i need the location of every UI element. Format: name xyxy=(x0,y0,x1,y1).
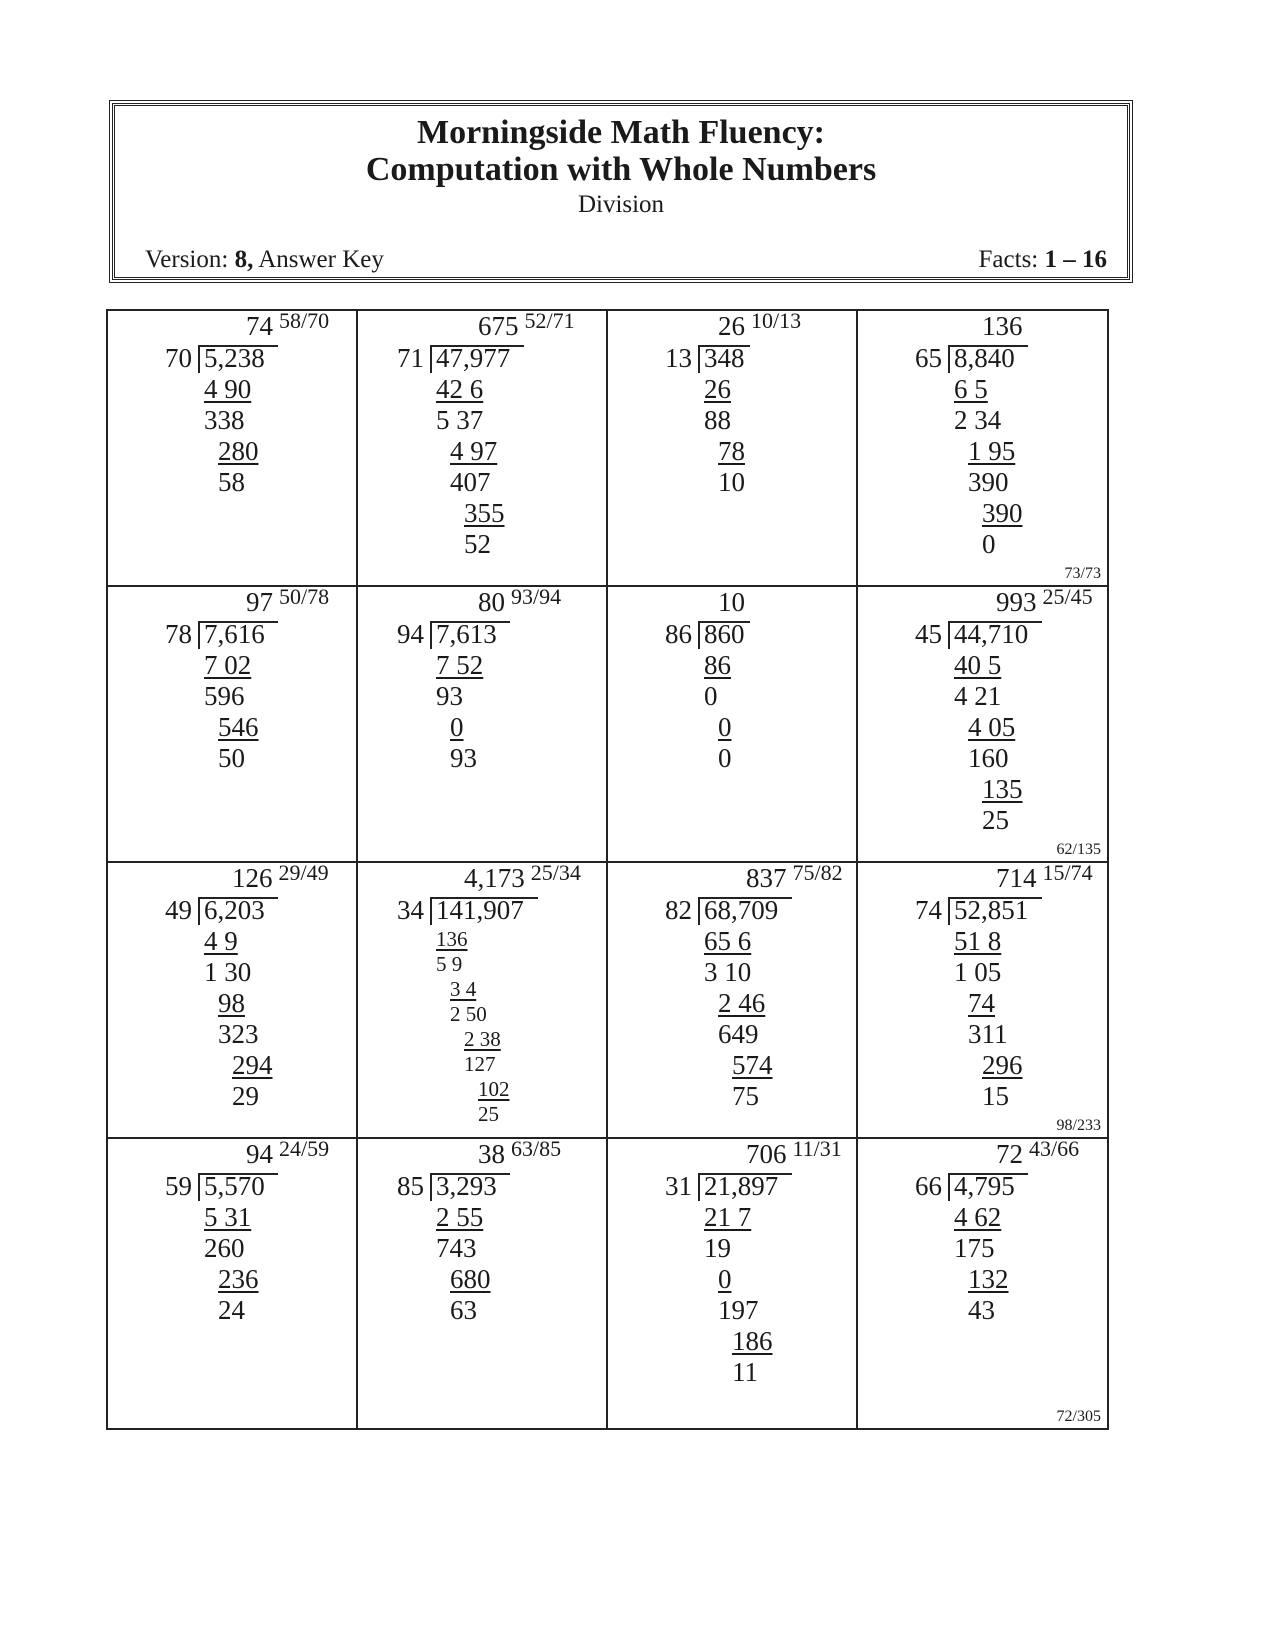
score-tally: 73/73 xyxy=(1064,565,1101,582)
remainder-fraction: 75/82 xyxy=(792,860,843,885)
work-step: 4 97 xyxy=(450,436,498,466)
work-step: 63 xyxy=(450,1295,477,1325)
quotient-value: 4,173 xyxy=(464,863,525,893)
work-step: 0 xyxy=(718,1264,732,1294)
division-bracket xyxy=(698,622,700,649)
work-step: 135 xyxy=(982,774,1023,804)
divisor: 66 xyxy=(915,1171,942,1201)
divisor: 82 xyxy=(665,895,692,925)
problem-cell xyxy=(858,311,1107,587)
work-step: 0 xyxy=(982,529,996,559)
work-step: 3 4 xyxy=(450,977,477,1001)
work-step: 19 xyxy=(704,1233,731,1263)
work-step: 7 52 xyxy=(436,650,484,680)
work-step: 1 05 xyxy=(954,957,1002,987)
divisor: 85 xyxy=(397,1171,424,1201)
quotient xyxy=(246,1136,330,1171)
quotient-value: 706 xyxy=(746,1139,787,1169)
version-info xyxy=(145,246,384,274)
work-step: 25 xyxy=(982,805,1009,835)
work-step: 294 xyxy=(232,1050,273,1080)
work-step: 74 xyxy=(968,988,995,1018)
work-step: 43 xyxy=(968,1295,995,1325)
problem-cell xyxy=(608,860,858,1139)
remainder-fraction: 58/70 xyxy=(279,308,330,333)
work-step: 2 46 xyxy=(718,988,766,1018)
work-step: 7 02 xyxy=(204,650,252,680)
dividend: 7,616 xyxy=(204,619,265,649)
work-step: 6 5 xyxy=(954,374,988,404)
quotient-value: 136 xyxy=(982,311,1023,341)
quotient xyxy=(246,308,330,343)
dividend: 68,709 xyxy=(704,895,779,925)
quotient xyxy=(718,308,802,343)
work-step: 2 50 xyxy=(450,1002,487,1026)
quotient-value: 97 xyxy=(246,587,273,617)
title-line-1: Morningside Math Fluency: xyxy=(417,114,825,151)
dividend: 5,238 xyxy=(204,343,265,373)
quotient-value: 94 xyxy=(246,1139,273,1169)
work-step: 132 xyxy=(968,1264,1009,1294)
quotient-value: 10 xyxy=(718,587,745,617)
division-bracket xyxy=(698,1174,700,1201)
division-bracket xyxy=(948,898,950,925)
work-step: 42 6 xyxy=(436,374,484,404)
work-step: 2 55 xyxy=(436,1202,484,1232)
work-step: 4 21 xyxy=(954,681,1002,711)
division-bracket xyxy=(430,346,432,373)
remainder-fraction: 29/49 xyxy=(278,860,329,885)
problem-cell xyxy=(858,1136,1107,1428)
quotient-value: 675 xyxy=(478,311,519,341)
work-step: 65 6 xyxy=(704,926,752,956)
work-step: 160 xyxy=(968,743,1009,773)
quotient xyxy=(746,1136,842,1171)
work-step: 52 xyxy=(464,529,491,559)
dividend: 5,570 xyxy=(204,1171,265,1201)
work-step: 50 xyxy=(218,743,245,773)
divisor: 13 xyxy=(665,343,692,373)
dividend: 47,977 xyxy=(436,343,511,373)
problem-cell xyxy=(608,587,858,863)
dividend: 7,613 xyxy=(436,619,497,649)
work-step: 0 xyxy=(718,712,732,742)
quotient xyxy=(996,1136,1080,1171)
dividend: 44,710 xyxy=(954,619,1029,649)
work-step: 4 9 xyxy=(204,926,238,956)
work-step: 24 xyxy=(218,1295,245,1325)
problem-cell xyxy=(108,1136,358,1428)
quotient-value: 837 xyxy=(746,863,787,893)
work-step: 574 xyxy=(732,1050,773,1080)
work-step: 338 xyxy=(204,405,245,435)
problem-cell xyxy=(608,1136,858,1428)
divisor: 74 xyxy=(915,895,942,925)
remainder-fraction: 52/71 xyxy=(524,308,575,333)
problem-cell xyxy=(858,584,1107,863)
work-step: 75 xyxy=(732,1081,759,1111)
problem-cell xyxy=(108,860,358,1139)
remainder-fraction: 43/66 xyxy=(1029,1136,1080,1161)
dividend: 3,293 xyxy=(436,1171,497,1201)
version-suffix: Answer Key xyxy=(258,246,384,273)
work-step: 98 xyxy=(218,988,245,1018)
division-bracket xyxy=(198,1174,200,1201)
division-bracket xyxy=(948,622,950,649)
work-step: 93 xyxy=(436,681,463,711)
title-line-2: Computation with Whole Numbers xyxy=(365,151,877,188)
work-step: 15 xyxy=(982,1081,1009,1111)
quotient-value: 80 xyxy=(478,587,505,617)
work-step: 260 xyxy=(204,1233,245,1263)
dividend: 21,897 xyxy=(704,1171,779,1201)
division-bracket xyxy=(698,898,700,925)
remainder-fraction: 15/74 xyxy=(1042,860,1093,885)
quotient xyxy=(464,860,581,895)
work-step: 197 xyxy=(718,1295,759,1325)
work-step: 21 7 xyxy=(704,1202,752,1232)
remainder-fraction: 11/31 xyxy=(792,1136,842,1161)
work-step: 390 xyxy=(968,467,1009,497)
work-step: 280 xyxy=(218,436,259,466)
dividend: 4,795 xyxy=(954,1171,1015,1201)
problem-cell xyxy=(608,308,858,587)
work-step: 4 05 xyxy=(968,712,1016,742)
work-step: 25 xyxy=(478,1102,499,1126)
problem-cell xyxy=(358,584,608,863)
work-step: 355 xyxy=(464,498,505,528)
quotient-value: 74 xyxy=(246,311,273,341)
problem-cell xyxy=(858,860,1107,1139)
problem-grid xyxy=(106,309,1109,1430)
work-step: 78 xyxy=(718,436,745,466)
dividend: 8,840 xyxy=(954,343,1015,373)
problem-cell xyxy=(108,584,358,863)
score-tally: 98/233 xyxy=(1056,1117,1101,1134)
quotient xyxy=(746,860,843,895)
division-bracket xyxy=(430,622,432,649)
quotient-value: 126 xyxy=(232,863,273,893)
division-bracket xyxy=(198,622,200,649)
division-bracket xyxy=(198,898,200,925)
work-step: 93 xyxy=(450,743,477,773)
work-step: 26 xyxy=(704,374,731,404)
remainder-fraction: 50/78 xyxy=(279,584,330,609)
subtitle: Division xyxy=(577,191,665,218)
work-step: 4 90 xyxy=(204,374,252,404)
work-step: 323 xyxy=(218,1019,259,1049)
work-step: 127 xyxy=(464,1052,496,1076)
work-step: 296 xyxy=(982,1050,1023,1080)
divisor: 71 xyxy=(397,343,424,373)
divisor: 49 xyxy=(165,895,192,925)
version-label: Version: xyxy=(145,246,229,273)
work-step: 4 62 xyxy=(954,1202,1002,1232)
problem-cell xyxy=(358,1136,608,1428)
division-bracket xyxy=(430,898,432,925)
work-step: 743 xyxy=(436,1233,477,1263)
dividend: 141,907 xyxy=(436,895,524,925)
remainder-fraction: 25/45 xyxy=(1042,584,1093,609)
work-step: 1 95 xyxy=(968,436,1016,466)
divisor: 78 xyxy=(165,619,192,649)
work-step: 186 xyxy=(732,1326,773,1356)
work-step: 88 xyxy=(704,405,731,435)
problem-cell xyxy=(358,308,608,587)
dividend: 348 xyxy=(704,343,745,373)
quotient xyxy=(996,860,1093,895)
divisor: 34 xyxy=(397,895,424,925)
divisor: 70 xyxy=(165,343,192,373)
quotient xyxy=(996,584,1093,619)
work-step: 407 xyxy=(450,467,491,497)
worksheet-header xyxy=(112,103,1130,280)
divisor: 65 xyxy=(915,343,942,373)
work-step: 546 xyxy=(218,712,259,742)
dividend: 52,851 xyxy=(954,895,1029,925)
work-step: 5 31 xyxy=(204,1202,252,1232)
work-step: 1 30 xyxy=(204,957,252,987)
problem-cell xyxy=(358,860,608,1139)
dividend: 860 xyxy=(704,619,745,649)
work-step: 86 xyxy=(704,650,731,680)
division-bracket xyxy=(698,346,700,373)
remainder-fraction: 10/13 xyxy=(751,308,802,333)
quotient xyxy=(232,860,329,895)
divisor: 94 xyxy=(397,619,424,649)
quotient xyxy=(982,311,1023,342)
quotient xyxy=(718,587,745,618)
work-step: 51 8 xyxy=(954,926,1002,956)
quotient-value: 38 xyxy=(478,1139,505,1169)
dividend: 6,203 xyxy=(204,895,265,925)
work-step: 0 xyxy=(718,743,732,773)
division-bracket xyxy=(198,346,200,373)
work-step: 11 xyxy=(732,1357,758,1387)
version-value: 8, xyxy=(234,246,254,273)
work-step: 236 xyxy=(218,1264,259,1294)
work-step: 40 5 xyxy=(954,650,1002,680)
work-step: 649 xyxy=(718,1019,759,1049)
division-bracket xyxy=(948,1174,950,1201)
work-step: 102 xyxy=(478,1077,510,1101)
score-tally: 72/305 xyxy=(1056,1408,1101,1425)
quotient xyxy=(246,584,330,619)
work-step: 2 38 xyxy=(464,1027,501,1051)
work-step: 136 xyxy=(436,927,468,951)
divisor: 45 xyxy=(915,619,942,649)
division-bracket xyxy=(948,346,950,373)
divisor: 59 xyxy=(165,1171,192,1201)
work-step: 0 xyxy=(450,712,464,742)
quotient-value: 714 xyxy=(996,863,1037,893)
work-step: 390 xyxy=(982,498,1023,528)
remainder-fraction: 25/34 xyxy=(530,860,581,885)
divisor: 31 xyxy=(665,1171,692,1201)
remainder-fraction: 93/94 xyxy=(511,584,562,609)
work-step: 0 xyxy=(704,681,718,711)
work-step: 5 9 xyxy=(436,952,463,976)
facts-label: Facts: xyxy=(978,246,1039,273)
work-step: 58 xyxy=(218,467,245,497)
work-step: 175 xyxy=(954,1233,995,1263)
work-step: 10 xyxy=(718,467,745,497)
work-step: 2 34 xyxy=(954,405,1002,435)
quotient xyxy=(478,584,562,619)
work-step: 3 10 xyxy=(704,957,752,987)
work-step: 596 xyxy=(204,681,245,711)
work-step: 29 xyxy=(232,1081,259,1111)
work-step: 311 xyxy=(968,1019,1008,1049)
quotient-value: 26 xyxy=(718,311,745,341)
divisor: 86 xyxy=(665,619,692,649)
facts-value: 1 – 16 xyxy=(1044,246,1107,273)
work-step: 680 xyxy=(450,1264,491,1294)
problem-cell xyxy=(108,308,358,587)
quotient xyxy=(478,1136,562,1171)
work-step: 5 37 xyxy=(436,405,484,435)
remainder-fraction: 24/59 xyxy=(279,1136,330,1161)
quotient-value: 72 xyxy=(996,1139,1023,1169)
quotient xyxy=(478,308,575,343)
score-tally: 62/135 xyxy=(1056,841,1101,858)
remainder-fraction: 63/85 xyxy=(511,1136,562,1161)
facts-info xyxy=(979,246,1107,274)
quotient-value: 993 xyxy=(996,587,1037,617)
division-bracket xyxy=(430,1174,432,1201)
